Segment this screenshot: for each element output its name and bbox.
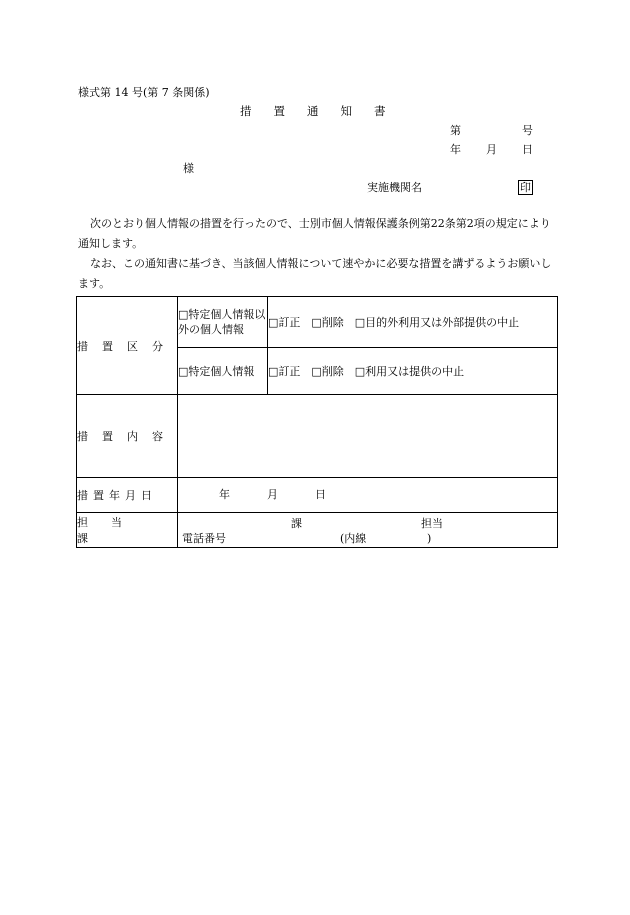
seal-mark [518, 180, 533, 195]
staff-label-cell [77, 513, 178, 548]
staff-extension-open: (内線 [340, 531, 367, 545]
table-row [77, 478, 558, 513]
form-number: 様式第 14 号(第 7 条関係) [78, 86, 210, 99]
body-paragraph-2 [78, 254, 558, 294]
row1-options-cell [268, 297, 558, 348]
category-label-cell [77, 297, 178, 395]
table-row [77, 297, 558, 348]
staff-value-cell [178, 513, 558, 548]
staff-phone-label: 電話番号 [182, 531, 226, 545]
issuer-label: 実施機関名 [367, 181, 422, 194]
addressee-suffix: 様 [183, 162, 194, 175]
content-label-cell [77, 395, 178, 478]
staff-person: 担当 [421, 516, 443, 530]
category-label: 措置区分 [77, 339, 177, 353]
date-label: 措置年月日 [77, 489, 157, 502]
number-line-prefix: 第 [450, 124, 461, 137]
row1-type-cell [178, 297, 268, 348]
number-line-suffix: 号 [522, 124, 533, 137]
date-day: 日 [522, 143, 533, 156]
staff-label: 担当課 [77, 516, 145, 545]
document-title: 措置通知書 [240, 104, 408, 118]
measure-day: 日 [315, 488, 326, 501]
staff-section: 課 [291, 516, 302, 530]
body-text-1: 次のとおり個人情報の措置を行ったので、士別市個人情報保護条例第22条第2項の規定により通知します。 [78, 217, 551, 250]
body-paragraph-1 [78, 214, 558, 254]
row2-options: □訂正 □削除 □利用又は提供の中止 [268, 365, 465, 378]
row2-type: □特定個人情報 [178, 364, 255, 378]
seal-text: 印 [520, 181, 531, 194]
row1-options: □訂正 □削除 □目的外利用又は外部提供の中止 [268, 316, 520, 329]
row2-type-cell [178, 348, 268, 395]
date-month: 月 [486, 143, 497, 156]
staff-extension-close: ) [427, 531, 432, 545]
measure-year: 年 [219, 488, 230, 501]
measure-table [76, 296, 558, 548]
date-year: 年 [450, 143, 461, 156]
date-value-cell [178, 478, 558, 513]
content-value-cell [178, 395, 558, 478]
date-label-cell [77, 478, 178, 513]
table-row [77, 395, 558, 478]
measure-month: 月 [267, 488, 278, 501]
row1-type: □特定個人情報以外の個人情報 [178, 308, 266, 336]
table-row [77, 513, 558, 548]
content-label: 措置内容 [77, 430, 177, 443]
row2-options-cell [268, 348, 558, 395]
body-text-2: なお、この通知書に基づき、当該個人情報について速やかに必要な措置を講ずるようお願いします。 [78, 257, 552, 290]
